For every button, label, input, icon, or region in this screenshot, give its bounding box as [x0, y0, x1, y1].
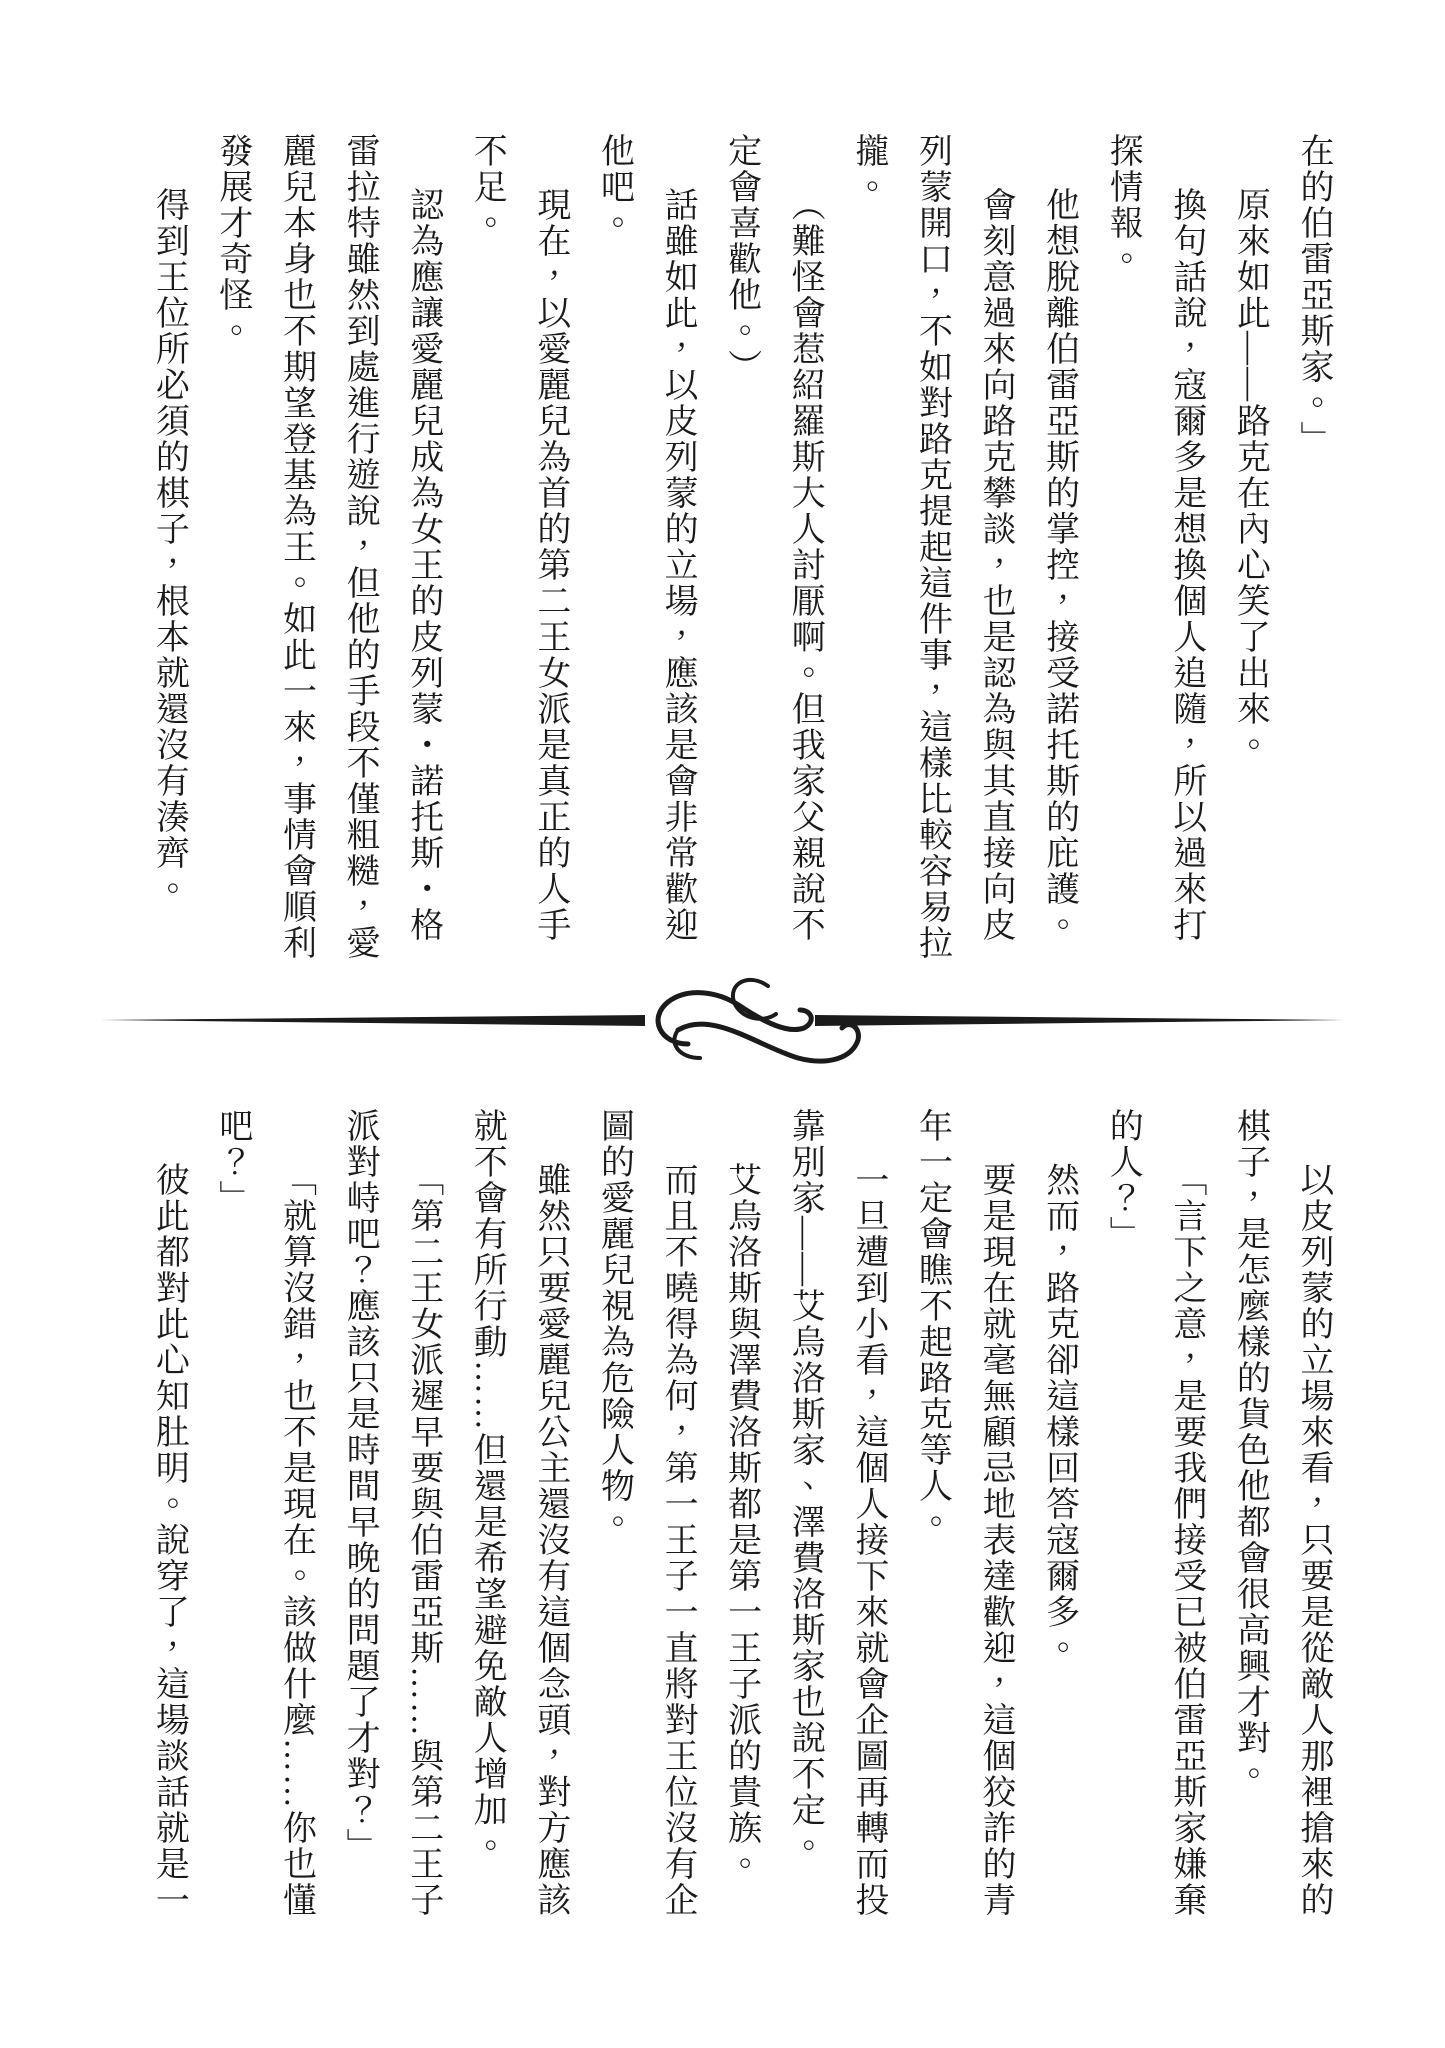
- text-line: 「第二王女派遲早要與伯雷亞斯……與第二王子: [404, 1162, 442, 1918]
- text-line: 得到王位所必須的棋子，根本就還沒有湊齊。: [150, 187, 188, 907]
- text-line: 派對峙吧？應該只是時間早晚的問題了才對？」: [341, 1108, 379, 1864]
- text-line: 認為應讓愛麗兒成為女王的皮列蒙・諾托斯・格: [404, 187, 442, 943]
- text-line: 雷拉特雖然到處進行遊說，但他的手段不僅粗糙，愛: [341, 133, 379, 961]
- text-line: 棋子，是怎麼樣的貨色他都會很高興才對。: [1231, 1108, 1269, 1792]
- text-line: 雖然只要愛麗兒公主還沒有這個念頭，對方應該: [531, 1162, 569, 1918]
- text-line: 吧？」: [213, 1108, 251, 1216]
- text-line: 靠別家——艾烏洛斯家、澤費洛斯家也說不定。: [786, 1108, 824, 1864]
- text-section-top: [133, 133, 1345, 965]
- text-line: 的人？」: [1104, 1108, 1142, 1252]
- text-line: 年一定會瞧不起路克等人。: [913, 1108, 951, 1540]
- text-line: 就不會有所行動……但還是希望避免敵人增加。: [468, 1108, 506, 1864]
- text-line: 不足。: [468, 133, 506, 241]
- text-line: 在的伯雷亞斯家。」: [1295, 133, 1332, 457]
- text-line: （難怪會惹紹羅斯大人討厭啊。但我家父親說不: [786, 187, 824, 943]
- text-line: 發展才奇怪。: [213, 133, 251, 349]
- text-line: 「言下之意，是要我們接受已被伯雷亞斯家嫌棄: [1167, 1162, 1205, 1918]
- text-line: 定會喜歡他。）: [722, 133, 760, 385]
- text-line: 換句話說，寇爾多是想換個人追隨，所以過來打: [1167, 187, 1205, 943]
- text-line: 他想脫離伯雷亞斯的掌控，接受諾托斯的庇護。: [1040, 187, 1078, 943]
- text-line: 要是現在就毫無顧忌地表達歡迎，這個狡詐的青: [977, 1162, 1015, 1918]
- text-line: 列蒙開口，不如對路克提起這件事，這樣比較容易拉: [913, 133, 951, 961]
- text-line: 然而，路克卻這樣回答寇爾多。: [1040, 1162, 1078, 1666]
- text-line: 會刻意過來向路克攀談，也是認為與其直接向皮: [977, 187, 1015, 943]
- text-line: 以皮列蒙的立場來看，只要是從敵人那裡搶來的: [1295, 1162, 1332, 1918]
- text-section-bottom: [133, 1108, 1345, 1980]
- text-line: 原來如此——路克在內心笑了出來。: [1231, 187, 1269, 763]
- text-line: 而且不曉得為何，第一王子一直將對王位沒有企: [659, 1162, 697, 1918]
- text-line: 一旦遭到小看，這個人接下來就會企圖再轉而投: [849, 1162, 887, 1918]
- text-line: 「就算沒錯，也不是現在。該做什麼……你也懂: [277, 1162, 315, 1918]
- text-line: 探情報。: [1104, 133, 1142, 277]
- text-line: 話雖如此，以皮列蒙的立場，應該是會非常歡迎: [659, 187, 697, 943]
- section-divider: [0, 960, 1445, 1090]
- text-line: 他吧。: [595, 133, 633, 241]
- text-line: 現在，以愛麗兒為首的第二王女派是真正的人手: [531, 187, 569, 943]
- divider-flourish-icon: [0, 960, 1445, 1090]
- text-line: 彼此都對此心知肚明。說穿了，這場談話就是一: [150, 1162, 188, 1918]
- text-line: 艾烏洛斯與澤費洛斯都是第一王子派的貴族。: [722, 1162, 760, 1882]
- text-line: 攏。: [849, 133, 887, 205]
- text-line: 圖的愛麗兒視為危險人物。: [595, 1108, 633, 1540]
- text-line: 麗兒本身也不期望登基為王。如此一來，事情會順利: [277, 133, 315, 961]
